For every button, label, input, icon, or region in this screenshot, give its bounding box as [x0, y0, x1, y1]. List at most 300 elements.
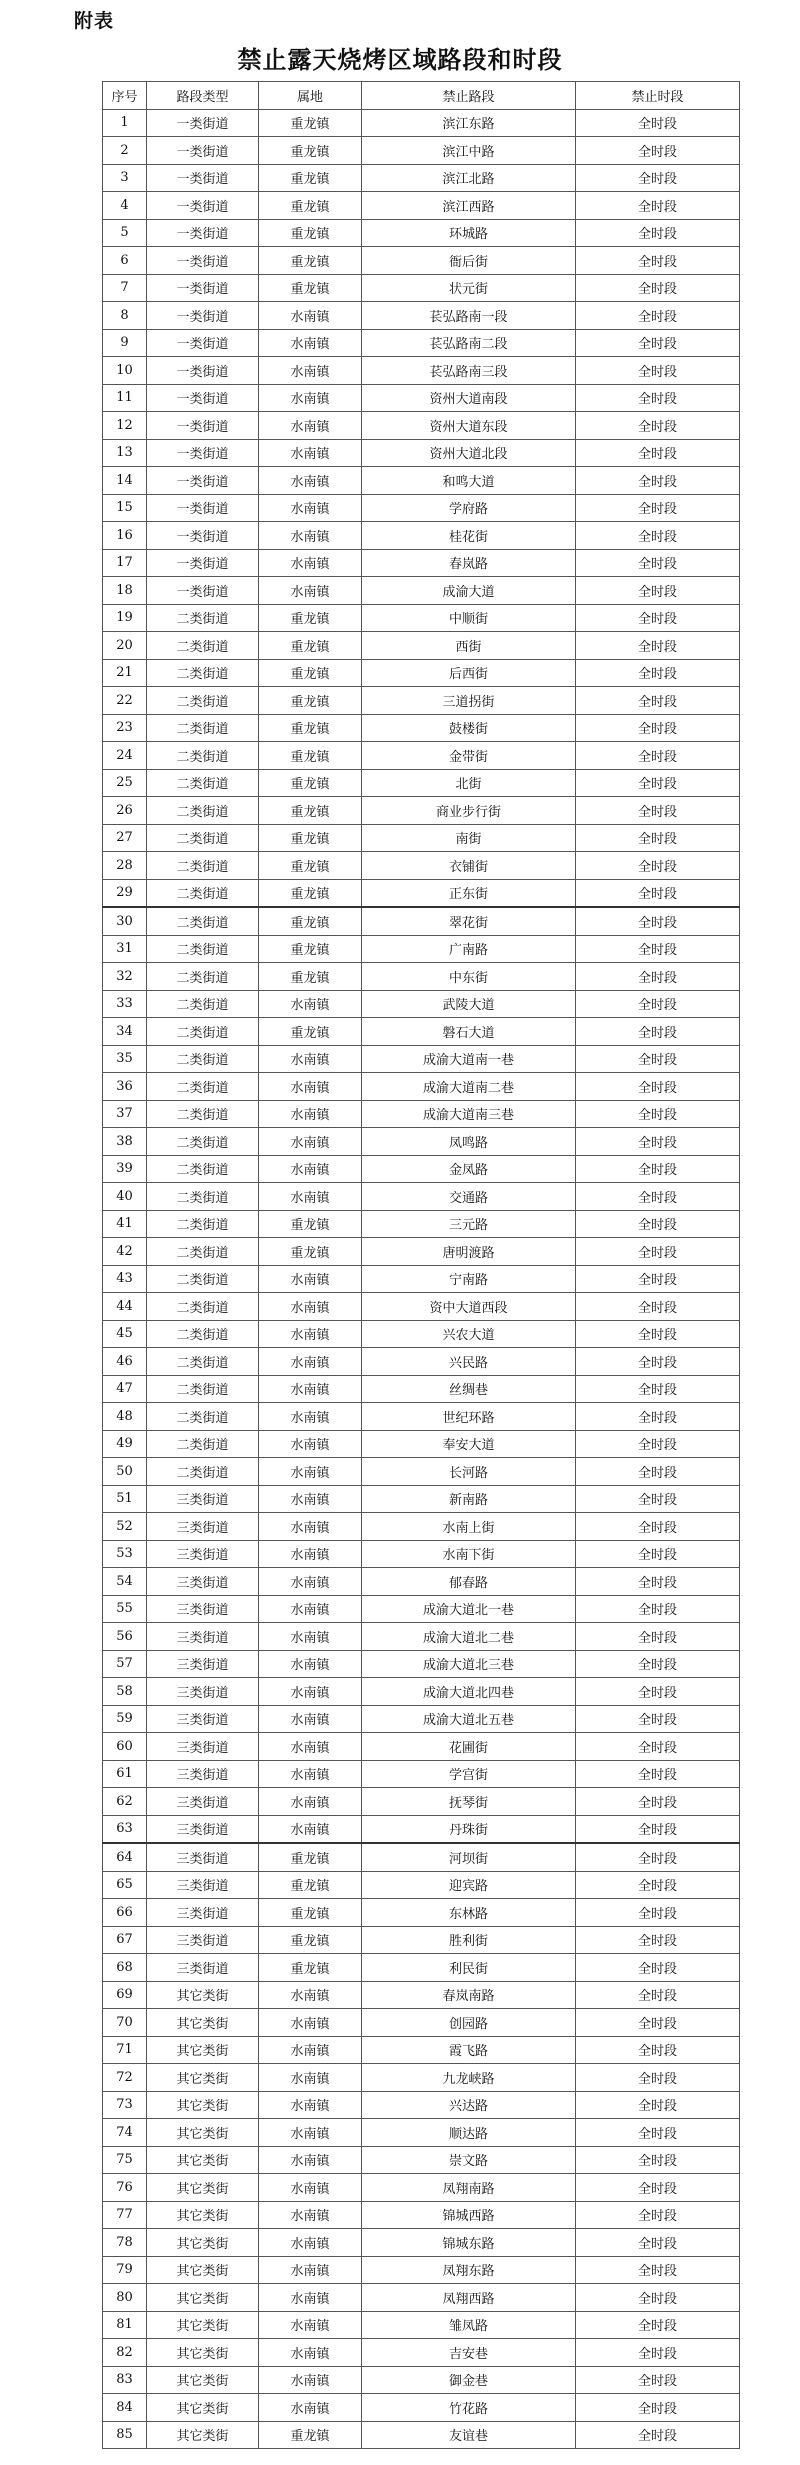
road-type: 其它类街: [147, 2394, 259, 2422]
row-index: 30: [103, 907, 147, 935]
row-index: 40: [103, 1183, 147, 1211]
row-index: 56: [103, 1623, 147, 1651]
jurisdiction: 重龙镇: [259, 687, 362, 715]
jurisdiction: 水南镇: [259, 494, 362, 522]
row-index: 35: [103, 1045, 147, 1073]
road-type: 一类街道: [147, 412, 259, 440]
table-row: [103, 577, 740, 605]
road-type: 二类街道: [147, 1348, 259, 1376]
time-period: 全时段: [576, 1155, 740, 1183]
road-type: 二类街道: [147, 604, 259, 632]
table-row: [103, 412, 740, 440]
road-section: 鼓楼街: [362, 714, 576, 742]
road-type: 其它类街: [147, 2201, 259, 2229]
road-section: 滨江北路: [362, 164, 576, 192]
road-section: 利民街: [362, 1954, 576, 1982]
time-period: 全时段: [576, 963, 740, 991]
time-period: 全时段: [576, 935, 740, 963]
table-row: [103, 1650, 740, 1678]
row-index: 72: [103, 2064, 147, 2092]
road-type: 三类街道: [147, 1678, 259, 1706]
row-index: 76: [103, 2174, 147, 2202]
table-row: [103, 1760, 740, 1788]
table-row: [103, 935, 740, 963]
road-type: 二类街道: [147, 632, 259, 660]
road-section: 金凤路: [362, 1155, 576, 1183]
row-index: 66: [103, 1899, 147, 1927]
road-type: 二类街道: [147, 1375, 259, 1403]
row-index: 10: [103, 357, 147, 385]
jurisdiction: 重龙镇: [259, 2421, 362, 2449]
road-type: 三类街道: [147, 1705, 259, 1733]
road-section: 成渝大道南一巷: [362, 1045, 576, 1073]
table-row: [103, 137, 740, 165]
road-type: 一类街道: [147, 109, 259, 137]
road-section: 春岚路: [362, 549, 576, 577]
road-type: 三类街道: [147, 1733, 259, 1761]
time-period: 全时段: [576, 1568, 740, 1596]
jurisdiction: 水南镇: [259, 549, 362, 577]
jurisdiction: 水南镇: [259, 1458, 362, 1486]
time-period: 全时段: [576, 687, 740, 715]
row-index: 82: [103, 2339, 147, 2367]
road-section: 成渝大道北二巷: [362, 1623, 576, 1651]
road-section: 桂花街: [362, 522, 576, 550]
row-index: 41: [103, 1210, 147, 1238]
road-type: 二类街道: [147, 1183, 259, 1211]
jurisdiction: 重龙镇: [259, 1899, 362, 1927]
row-index: 33: [103, 990, 147, 1018]
jurisdiction: 水南镇: [259, 1485, 362, 1513]
road-section: 正东街: [362, 879, 576, 907]
row-index: 49: [103, 1430, 147, 1458]
road-type: 三类街道: [147, 1760, 259, 1788]
road-section: 凤鸣路: [362, 1128, 576, 1156]
jurisdiction: 重龙镇: [259, 137, 362, 165]
jurisdiction: 水南镇: [259, 1403, 362, 1431]
jurisdiction: 重龙镇: [259, 714, 362, 742]
table-row: [103, 1128, 740, 1156]
table-row: [103, 357, 740, 385]
road-type: 二类街道: [147, 1128, 259, 1156]
row-index: 28: [103, 852, 147, 880]
row-index: 9: [103, 329, 147, 357]
table-row: [103, 1155, 740, 1183]
road-type: 其它类街: [147, 1981, 259, 2009]
jurisdiction: 水南镇: [259, 2119, 362, 2147]
time-period: 全时段: [576, 714, 740, 742]
road-type: 三类街道: [147, 1623, 259, 1651]
table-row: [103, 192, 740, 220]
row-index: 13: [103, 439, 147, 467]
jurisdiction: 水南镇: [259, 2091, 362, 2119]
road-section: 资州大道南段: [362, 384, 576, 412]
road-type: 一类街道: [147, 467, 259, 495]
jurisdiction: 重龙镇: [259, 632, 362, 660]
road-type: 二类街道: [147, 714, 259, 742]
road-type: 一类街道: [147, 494, 259, 522]
row-index: 24: [103, 742, 147, 770]
row-index: 20: [103, 632, 147, 660]
road-type: 其它类街: [147, 2091, 259, 2119]
time-period: 全时段: [576, 824, 740, 852]
road-type: 其它类街: [147, 2339, 259, 2367]
table-row: [103, 2119, 740, 2147]
jurisdiction: 重龙镇: [259, 879, 362, 907]
road-section: 成渝大道北五巷: [362, 1705, 576, 1733]
time-period: 全时段: [576, 2009, 740, 2037]
row-index: 63: [103, 1815, 147, 1843]
table-header-row: [103, 82, 740, 110]
jurisdiction: 水南镇: [259, 2146, 362, 2174]
time-period: 全时段: [576, 109, 740, 137]
time-period: 全时段: [576, 1293, 740, 1321]
road-section: 崇文路: [362, 2146, 576, 2174]
time-period: 全时段: [576, 1623, 740, 1651]
road-section: 锦城东路: [362, 2229, 576, 2257]
road-type: 三类街道: [147, 1815, 259, 1843]
table-row: [103, 990, 740, 1018]
jurisdiction: 水南镇: [259, 1375, 362, 1403]
road-type: 三类街道: [147, 1899, 259, 1927]
jurisdiction: 重龙镇: [259, 164, 362, 192]
jurisdiction: 水南镇: [259, 1650, 362, 1678]
row-index: 43: [103, 1265, 147, 1293]
jurisdiction: 水南镇: [259, 990, 362, 1018]
table-row: [103, 1843, 740, 1871]
road-type: 二类街道: [147, 1018, 259, 1046]
table-row: [103, 963, 740, 991]
row-index: 53: [103, 1540, 147, 1568]
time-period: 全时段: [576, 2284, 740, 2312]
road-type: 一类街道: [147, 439, 259, 467]
table-row: [103, 2284, 740, 2312]
time-period: 全时段: [576, 2146, 740, 2174]
jurisdiction: 水南镇: [259, 1623, 362, 1651]
road-type: 二类街道: [147, 1265, 259, 1293]
road-section: 武陵大道: [362, 990, 576, 1018]
table-row: [103, 1375, 740, 1403]
jurisdiction: 水南镇: [259, 1760, 362, 1788]
jurisdiction: 重龙镇: [259, 604, 362, 632]
header-jurisdiction: 属地: [259, 82, 362, 110]
table-row: [103, 2146, 740, 2174]
road-type: 三类街道: [147, 1843, 259, 1871]
row-index: 7: [103, 274, 147, 302]
table-row: [103, 1540, 740, 1568]
road-type: 二类街道: [147, 742, 259, 770]
jurisdiction: 水南镇: [259, 1568, 362, 1596]
time-period: 全时段: [576, 1871, 740, 1899]
road-section: 顺达路: [362, 2119, 576, 2147]
jurisdiction: 水南镇: [259, 1595, 362, 1623]
time-period: 全时段: [576, 2091, 740, 2119]
row-index: 22: [103, 687, 147, 715]
road-type: 二类街道: [147, 963, 259, 991]
road-section: 迎宾路: [362, 1871, 576, 1899]
time-period: 全时段: [576, 1815, 740, 1843]
road-section: 成渝大道北三巷: [362, 1650, 576, 1678]
jurisdiction: 水南镇: [259, 1265, 362, 1293]
row-index: 8: [103, 302, 147, 330]
road-section: 郁春路: [362, 1568, 576, 1596]
jurisdiction: 水南镇: [259, 1073, 362, 1101]
road-type: 二类街道: [147, 659, 259, 687]
table-row: [103, 1705, 740, 1733]
jurisdiction: 重龙镇: [259, 797, 362, 825]
road-section: 成渝大道南三巷: [362, 1100, 576, 1128]
road-type: 一类街道: [147, 164, 259, 192]
jurisdiction: 水南镇: [259, 577, 362, 605]
row-index: 51: [103, 1485, 147, 1513]
table-row: [103, 2366, 740, 2394]
road-section: 新南路: [362, 1485, 576, 1513]
road-type: 二类街道: [147, 1045, 259, 1073]
road-type: 二类街道: [147, 1100, 259, 1128]
table-row: [103, 329, 740, 357]
attachment-label: 附表: [74, 10, 115, 32]
time-period: 全时段: [576, 549, 740, 577]
jurisdiction: 水南镇: [259, 1100, 362, 1128]
table-row: [103, 1183, 740, 1211]
road-type: 其它类街: [147, 2366, 259, 2394]
table-row: [103, 1678, 740, 1706]
road-type: 其它类街: [147, 2421, 259, 2449]
jurisdiction: 水南镇: [259, 522, 362, 550]
jurisdiction: 水南镇: [259, 2064, 362, 2092]
table-row: [103, 2339, 740, 2367]
road-section: 春岚南路: [362, 1981, 576, 2009]
row-index: 3: [103, 164, 147, 192]
road-type: 二类街道: [147, 1238, 259, 1266]
jurisdiction: 重龙镇: [259, 1018, 362, 1046]
table-row: [103, 1238, 740, 1266]
time-period: 全时段: [576, 192, 740, 220]
road-section: 兴农大道: [362, 1320, 576, 1348]
row-index: 31: [103, 935, 147, 963]
road-section: 友谊巷: [362, 2421, 576, 2449]
table-row: [103, 1954, 740, 1982]
row-index: 17: [103, 549, 147, 577]
row-index: 57: [103, 1650, 147, 1678]
road-type: 其它类街: [147, 2284, 259, 2312]
row-index: 52: [103, 1513, 147, 1541]
table-row: [103, 1568, 740, 1596]
time-period: 全时段: [576, 1018, 740, 1046]
table-row: [103, 659, 740, 687]
road-section: 成渝大道: [362, 577, 576, 605]
row-index: 23: [103, 714, 147, 742]
time-period: 全时段: [576, 1678, 740, 1706]
road-section: 北街: [362, 769, 576, 797]
jurisdiction: 水南镇: [259, 1540, 362, 1568]
table-row: [103, 2064, 740, 2092]
row-index: 64: [103, 1843, 147, 1871]
table-row: [103, 384, 740, 412]
table-row: [103, 1265, 740, 1293]
road-type: 其它类街: [147, 2146, 259, 2174]
time-period: 全时段: [576, 1045, 740, 1073]
road-type: 其它类街: [147, 2174, 259, 2202]
header-road-type: 路段类型: [147, 82, 259, 110]
road-type: 三类街道: [147, 1650, 259, 1678]
road-section: 学府路: [362, 494, 576, 522]
time-period: 全时段: [576, 852, 740, 880]
road-section: 凤翔南路: [362, 2174, 576, 2202]
time-period: 全时段: [576, 797, 740, 825]
table-row: [103, 2229, 740, 2257]
road-section: 花圃街: [362, 1733, 576, 1761]
road-section: 御金巷: [362, 2366, 576, 2394]
jurisdiction: 水南镇: [259, 2036, 362, 2064]
road-section: 三元路: [362, 1210, 576, 1238]
road-type: 一类街道: [147, 274, 259, 302]
time-period: 全时段: [576, 1899, 740, 1927]
table-row: [103, 852, 740, 880]
row-index: 78: [103, 2229, 147, 2257]
time-period: 全时段: [576, 1843, 740, 1871]
road-type: 三类街道: [147, 1926, 259, 1954]
time-period: 全时段: [576, 1926, 740, 1954]
road-section: 丝绸巷: [362, 1375, 576, 1403]
table-row: [103, 1073, 740, 1101]
row-index: 34: [103, 1018, 147, 1046]
time-period: 全时段: [576, 1788, 740, 1816]
road-section: 苌弘路南三段: [362, 357, 576, 385]
header-road-section: 禁止路段: [362, 82, 576, 110]
road-section: 状元街: [362, 274, 576, 302]
row-index: 4: [103, 192, 147, 220]
row-index: 11: [103, 384, 147, 412]
time-period: 全时段: [576, 742, 740, 770]
table-row: [103, 824, 740, 852]
table-row: [103, 604, 740, 632]
time-period: 全时段: [576, 164, 740, 192]
table-row: [103, 2311, 740, 2339]
road-type: 二类街道: [147, 687, 259, 715]
jurisdiction: 水南镇: [259, 1183, 362, 1211]
time-period: 全时段: [576, 1128, 740, 1156]
table-row: [103, 247, 740, 275]
road-type: 其它类街: [147, 2064, 259, 2092]
time-period: 全时段: [576, 1954, 740, 1982]
time-period: 全时段: [576, 1100, 740, 1128]
jurisdiction: 水南镇: [259, 1348, 362, 1376]
road-section: 奉安大道: [362, 1430, 576, 1458]
road-section: 丹珠街: [362, 1815, 576, 1843]
time-period: 全时段: [576, 1760, 740, 1788]
time-period: 全时段: [576, 2174, 740, 2202]
time-period: 全时段: [576, 2256, 740, 2284]
jurisdiction: 水南镇: [259, 467, 362, 495]
row-index: 14: [103, 467, 147, 495]
time-period: 全时段: [576, 2119, 740, 2147]
road-type: 二类街道: [147, 1155, 259, 1183]
row-index: 71: [103, 2036, 147, 2064]
road-type: 二类街道: [147, 769, 259, 797]
road-section: 世纪环路: [362, 1403, 576, 1431]
road-section: 环城路: [362, 219, 576, 247]
road-type: 一类街道: [147, 247, 259, 275]
row-index: 55: [103, 1595, 147, 1623]
jurisdiction: 水南镇: [259, 357, 362, 385]
time-period: 全时段: [576, 2036, 740, 2064]
road-type: 三类街道: [147, 1513, 259, 1541]
row-index: 65: [103, 1871, 147, 1899]
table-row: [103, 632, 740, 660]
road-section: 滨江中路: [362, 137, 576, 165]
table-row: [103, 467, 740, 495]
road-type: 二类街道: [147, 1320, 259, 1348]
table-row: [103, 2201, 740, 2229]
jurisdiction: 水南镇: [259, 1733, 362, 1761]
jurisdiction: 水南镇: [259, 2394, 362, 2422]
row-index: 54: [103, 1568, 147, 1596]
table-row: [103, 687, 740, 715]
road-section: 滨江东路: [362, 109, 576, 137]
table-row: [103, 439, 740, 467]
road-section: 和鸣大道: [362, 467, 576, 495]
road-section: 后西街: [362, 659, 576, 687]
time-period: 全时段: [576, 990, 740, 1018]
jurisdiction: 水南镇: [259, 412, 362, 440]
time-period: 全时段: [576, 2366, 740, 2394]
road-type: 一类街道: [147, 549, 259, 577]
table-row: [103, 1210, 740, 1238]
row-index: 77: [103, 2201, 147, 2229]
road-type: 二类街道: [147, 935, 259, 963]
jurisdiction: 水南镇: [259, 1128, 362, 1156]
road-type: 一类街道: [147, 329, 259, 357]
road-type: 二类街道: [147, 1073, 259, 1101]
row-index: 42: [103, 1238, 147, 1266]
row-index: 61: [103, 1760, 147, 1788]
table-row: [103, 274, 740, 302]
time-period: 全时段: [576, 412, 740, 440]
row-index: 2: [103, 137, 147, 165]
road-section: 苌弘路南一段: [362, 302, 576, 330]
table-row: [103, 522, 740, 550]
road-section: 中东街: [362, 963, 576, 991]
table-row: [103, 1871, 740, 1899]
row-index: 39: [103, 1155, 147, 1183]
jurisdiction: 水南镇: [259, 1155, 362, 1183]
table-row: [103, 1320, 740, 1348]
road-section: 交通路: [362, 1183, 576, 1211]
road-type: 二类街道: [147, 990, 259, 1018]
header-index: 序号: [103, 82, 147, 110]
row-index: 26: [103, 797, 147, 825]
row-index: 29: [103, 879, 147, 907]
road-section: 学宫街: [362, 1760, 576, 1788]
jurisdiction: 水南镇: [259, 2229, 362, 2257]
row-index: 85: [103, 2421, 147, 2449]
row-index: 27: [103, 824, 147, 852]
road-type: 二类街道: [147, 824, 259, 852]
jurisdiction: 水南镇: [259, 2174, 362, 2202]
row-index: 47: [103, 1375, 147, 1403]
road-type: 一类街道: [147, 522, 259, 550]
table-row: [103, 2036, 740, 2064]
road-section: 商业步行街: [362, 797, 576, 825]
time-period: 全时段: [576, 219, 740, 247]
jurisdiction: 重龙镇: [259, 1871, 362, 1899]
jurisdiction: 水南镇: [259, 1293, 362, 1321]
row-index: 48: [103, 1403, 147, 1431]
row-index: 1: [103, 109, 147, 137]
row-index: 69: [103, 1981, 147, 2009]
road-section: 滨江西路: [362, 192, 576, 220]
